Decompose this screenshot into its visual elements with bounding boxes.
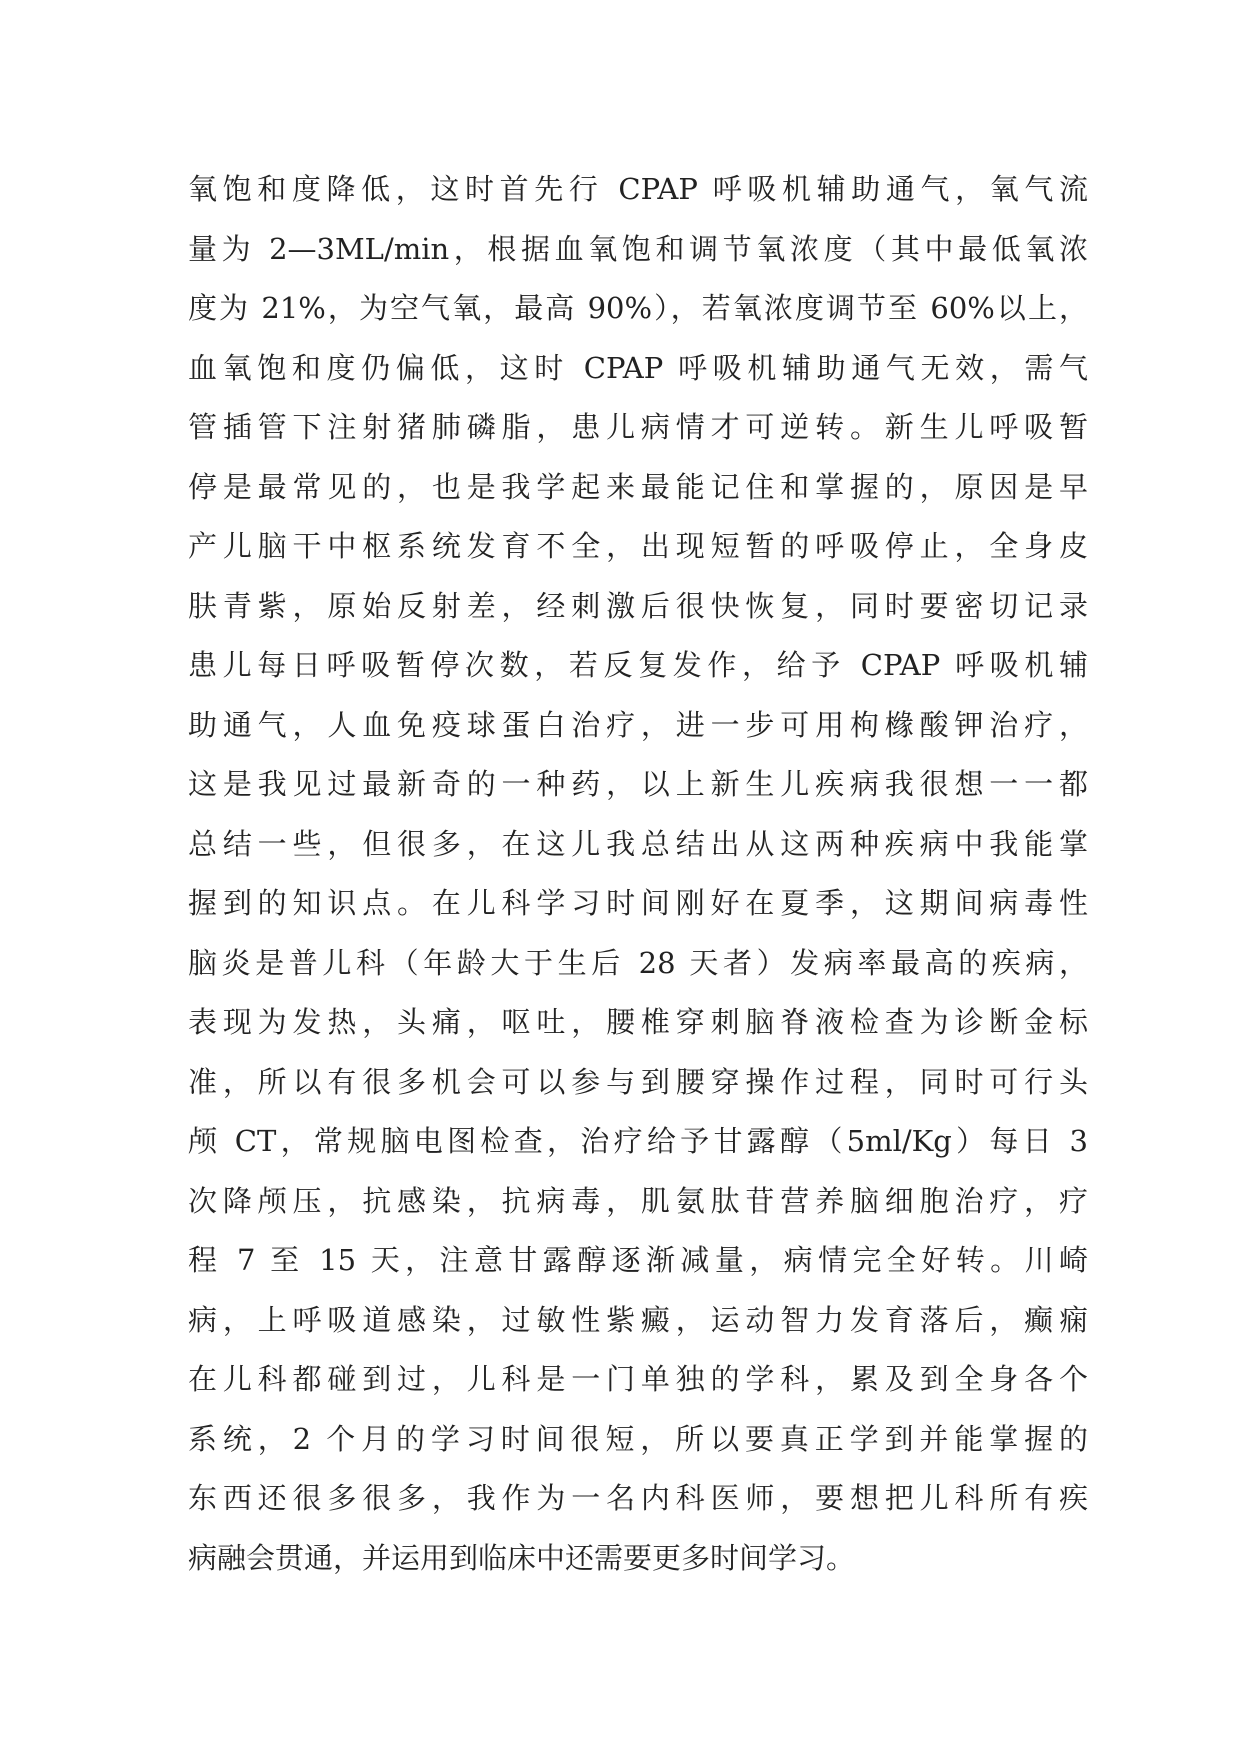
text-line: 氧饱和度降低，这时首先行 CPAP 呼吸机辅助通气，氧气流	[188, 172, 1088, 206]
text-line: 脑炎是普儿科（年龄大于生后 28 天者）发病率最高的疾病，	[188, 945, 1088, 980]
text-line: 患儿每日呼吸暂停次数，若反复发作，给予 CPAP 呼吸机辅	[188, 648, 1088, 682]
text-line: 握到的知识点。在儿科学习时间刚好在夏季，这期间病毒性	[188, 886, 1088, 920]
text-line: 血氧饱和度仍偏低，这时 CPAP 呼吸机辅助通气无效，需气	[188, 350, 1088, 385]
text-line: 量为 2—3ML/min，根据血氧饱和调节氧浓度（其中最低氧浓	[188, 231, 1088, 266]
text-line: 助通气，人血免疫球蛋白治疗，进一步可用枸橼酸钾治疗，	[188, 707, 1088, 742]
text-line: 颅 CT，常规脑电图检查，治疗给予甘露醇（5ml/Kg）每日 3	[188, 1124, 1088, 1158]
text-line: 产儿脑干中枢系统发育不全，出现短暂的呼吸停止，全身皮	[188, 529, 1088, 563]
body-text	[188, 160, 1088, 1588]
text-line: 管插管下注射猪肺磷脂，患儿病情才可逆转。新生儿呼吸暂	[188, 410, 1088, 444]
text-line: 东西还很多很多，我作为一名内科医师，要想把儿科所有疾	[188, 1481, 1088, 1515]
text-line: 肤青紫，原始反射差，经刺激后很快恢复，同时要密切记录	[188, 588, 1088, 623]
text-line: 病融会贯通，并运用到临床中还需要更多时间学习。	[188, 1540, 856, 1575]
text-line: 程 7 至 15 天，注意甘露醇逐渐减量，病情完全好转。川崎	[188, 1243, 1088, 1277]
text-line: 度为 21%，为空气氧，最高 90%），若氧浓度调节至 60%以上，	[188, 291, 1088, 325]
text-line: 准，所以有很多机会可以参与到腰穿操作过程，同时可行头	[188, 1064, 1088, 1099]
text-line: 病，上呼吸道感染，过敏性紫癜，运动智力发育落后，癫痫	[188, 1302, 1088, 1337]
text-line: 次降颅压，抗感染，抗病毒，肌氨肽苷营养脑细胞治疗，疗	[188, 1183, 1088, 1218]
text-line: 系统，2 个月的学习时间很短，所以要真正学到并能掌握的	[188, 1421, 1088, 1456]
text-line: 在儿科都碰到过，儿科是一门单独的学科，累及到全身各个	[188, 1362, 1088, 1396]
text-line: 表现为发热，头痛，呕吐，腰椎穿刺脑脊液检查为诊断金标	[188, 1005, 1088, 1039]
text-line: 这是我见过最新奇的一种药，以上新生儿疾病我很想一一都	[188, 767, 1088, 801]
text-line: 停是最常见的，也是我学起来最能记住和掌握的，原因是早	[188, 469, 1088, 504]
text-line: 总结一些，但很多，在这儿我总结出从这两种疾病中我能掌	[188, 826, 1088, 861]
